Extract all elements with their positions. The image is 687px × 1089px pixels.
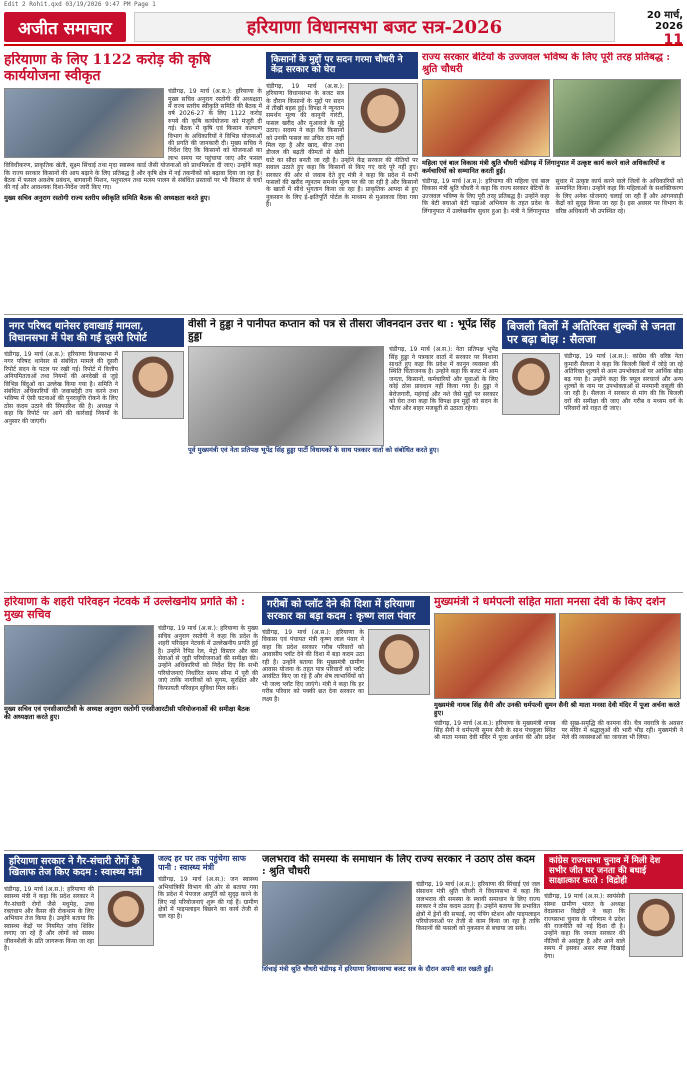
article-mansa-devi (434, 596, 683, 846)
article-headline: बिजली बिलों में अतिरिक्त शुल्कों से जनता पर बढ़ा बोझ : सैलजा (502, 318, 683, 349)
article-body: चंडीगढ़, 19 मार्च (अ.स.): हरियाणा के मुख्य सचिव अनुराग रस्तोगी की अध्यक्षता में राज्य स्तरीय स्वीकृति समिति की बैठक में वर्ष 2026-27 के लिए 1122 करोड़ रुपये की कृषि कार्ययोजना को मंजूरी दी गई। बैठक में कृषि एवं किसान कल्याण विभाग के अधिकारियों ने विभिन्न योजनाओं की प्रगति की जानकारी दी। मुख्य सचिव ने निर्देश दिए कि किसानों को योजनाओं का लाभ समय पर पहुंचाया जाए और फसल विविधीकरण, प्राकृतिक खेती, सूक्ष्म सिंचाई तथा मृदा स्वास्थ्य कार्ड जैसी योजनाओं को प्राथमिकता दी जाए। उन्होंने कहा कि राज्य सरकार किसानों की आय बढ़ाने के लिए प्रतिबद्ध है और कृषि क्षेत्र में नई तकनीकों को बढ़ावा दिया जा रहा है। बैठक में फसल अवशेष प्रबंधन, बागवानी मिशन, पशुपालन तथा मत्स्य पालन से संबंधित प्रस्तावों पर भी विस्तार से चर्चा की गई और आवश्यक दिशा-निर्देश जारी किए गए। (4, 88, 262, 192)
article-headline: वीसी ने हुड्डा ने पानीपत कप्तान को पत्र से तीसरा जीवनदान उत्तर था : भूपेंद्र सिंह हुड्डा (188, 318, 496, 343)
article-hooda-press (188, 318, 498, 588)
article-headline: राज्य सरकार बेटियों के उज्जवल भविष्य के लिए पूरी तरह प्रतिबद्ध : श्रुति चौधरी (422, 52, 671, 75)
print-slug: Edit 2 Rohit.qxd 03/19/2026 9:47 PM Page 1 (4, 1, 156, 8)
article-headline: मुख्यमंत्री ने धर्मपत्नी सहित माता मनसा देवी के किए दर्शन (434, 596, 666, 608)
article-shahri-parivahan (4, 596, 258, 846)
article-saaf-pani (158, 854, 258, 1086)
divider (4, 850, 683, 851)
article-body: चंडीगढ़, 19 मार्च (अ.स.): स्वयंसेवी संस्था ग्रामीण भारत के अध्यक्ष वेदप्रकाश विद्रोही ने कहा कि राज्यसभा चुनाव के परिणाम ने प्रदेश की राजनीति को नई दिशा दी है। उन्होंने कहा कि जनता सरकार की नीतियों से असंतुष्ट है और आने वाले समय में इसका असर स्पष्ट दिखाई देगा। (544, 893, 625, 960)
article-headline: गरीबों को प्लॉट देने की दिशा में हरियाणा सरकार का बड़ा कदम : कृष्ण लाल पंवार (262, 596, 430, 625)
minister-photo (98, 886, 154, 946)
section-banner: हरियाणा विधानसभा बजट सत्र-2026 (134, 12, 615, 42)
article-body: चंडीगढ़, 19 मार्च (अ.स.): कांग्रेस की वरिष्ठ नेता कुमारी सैलजा ने कहा कि बिजली बिलों में जोड़े जा रहे अतिरिक्त शुल्कों से आम उपभोक्ताओं पर आर्थिक बोझ बढ़ गया है। उन्होंने कहा कि फ्यूल सरचार्ज और अन्य शुल्कों के नाम पर उपभोक्ताओं से मनमानी वसूली की जा रही है। सैलजा ने सरकार से मांग की कि बिजली दरों की समीक्षा की जाए और गरीब व मध्यम वर्ग के परिवारों को राहत दी जाए। (564, 353, 683, 413)
article-kisan-mudde (266, 52, 418, 312)
article-headline: किसानों के मुद्दों पर सदन गरमा चौधरी ने केंद्र सरकार को घेरा (266, 52, 418, 79)
article-body: चंडीगढ़, 19 मार्च (अ.स.): नेता प्रतिपक्ष भूपेंद्र सिंह हुड्डा ने पत्रकार वार्ता में सरकार पर निशाना साधते हुए कहा कि प्रदेश में कानून व्यवस्था की स्थिति चिंताजनक है। उन्होंने कहा कि बजट में आम जनता, किसानों, कर्मचारियों और युवाओं के लिए कोई ठोस प्रावधान नहीं किया गया है। हुड्डा ने बेरोजगारी, महंगाई और नशे जैसे मुद्दों पर सरकार को घेरा तथा कहा कि विपक्ष इन मुद्दों को सदन के भीतर और बाहर मजबूती से उठाता रहेगा। (389, 346, 498, 413)
article-body: चंडीगढ़, 19 मार्च (अ.स.): हरियाणा के मुख्यमंत्री नायब सिंह सैनी ने धर्मपत्नी सुमन सैनी के साथ पंचकूला स्थित श्री माता मनसा देवी मंदिर में पूजा अर्चना की और प्रदेश की सुख-समृद्धि की कामना की। चैत्र नवरात्रि के अवसर पर मंदिर में श्रद्धालुओं की भारी भीड़ रही। मुख्यमंत्री ने मेले की व्यवस्थाओं का जायजा भी लिया। (434, 719, 683, 742)
article-bijli-bill (502, 318, 683, 588)
award-photo-left (422, 79, 550, 157)
speaker-photo (502, 353, 560, 415)
article-headline: जलभराव की समस्या के समाधान के लिए राज्य सरकार ने उठाए ठोस कदम : श्रुति चौधरी (262, 854, 535, 877)
photo-caption: मुख्य सचिव एवं एनसीआरटीसी के अध्यक्ष अनुराग रस्तोगी एनसीआरटीसी परियोजनाओं की समीक्षा बैठक की अध्यक्षता करते हुए। (4, 705, 250, 722)
article-headline: हरियाणा के लिए 1122 करोड़ की कृषि कार्ययोजना स्वीकृत (4, 52, 211, 85)
article-thanesar-report (4, 318, 184, 588)
review-meeting-photo (4, 625, 154, 705)
assembly-photo (262, 881, 412, 965)
article-headline: कांग्रेस राज्यसभा चुनाव में मिली देश सभीर जीत पर जनता की बधाई साक्षात्कार करते : विद्रोही (544, 854, 683, 889)
issue-date: 20 मार्च, 2026 (646, 9, 683, 32)
photo-caption: मुख्यमंत्री नायब सिंह सैनी और उनकी धर्मपत्नी सुमन सैनी श्री माता मनसा देवी मंदिर में पूजा अर्चना करते हुए। (434, 700, 680, 717)
article-headline: नगर परिषद थानेसर हवाखाई मामला, विधानसभा में पेश की गई दूसरी रिपोर्ट (4, 318, 184, 347)
article-krishi-yojana (4, 52, 262, 312)
newspaper-logo: अजीत समाचार (4, 12, 126, 42)
article-body: चंडीगढ़, 19 मार्च (अ.स.): हरियाणा की सिंचाई एवं जल संसाधन मंत्री श्रुति चौधरी ने विधानसभा में कहा कि जलभराव की समस्या के स्थायी समाधान के लिए राज्य सरकार ने ठोस कदम उठाए हैं। उन्होंने बताया कि प्रभावित क्षेत्रों में ड्रेनों की सफाई, नए पंपिंग स्टेशन और पाइपलाइन परियोजनाओं पर तेजी से काम किया जा रहा है ताकि किसानों की फसलों को नुकसान से बचाया जा सके। (416, 881, 540, 933)
temple-photo-left (434, 613, 556, 699)
article-headline: जल्द हर घर तक पहुंचेगा साफ पानी : स्वास्थ्य मंत्री (158, 854, 246, 873)
article-body: चंडीगढ़, 19 मार्च (अ.स.): जन स्वास्थ्य अभियांत्रिकी विभाग की ओर से बताया गया कि प्रदेश में पेयजल आपूर्ति को सुदृढ़ करने के लिए नई परियोजनाएं शुरू की गई हैं। ग्रामीण क्षेत्रों में पाइपलाइन बिछाने का कार्य तेजी से चल रहा है। (158, 876, 258, 921)
article-body: चंडीगढ़, 19 मार्च (अ.स.): हरियाणा के मुख्य सचिव अनुराग रस्तोगी ने कहा कि प्रदेश के शहरी परिवहन नेटवर्क में उल्लेखनीय प्रगति हुई है। उन्होंने रैपिड रेल, मेट्रो विस्तार और बस सेवाओं से जुड़ी परियोजनाओं की समीक्षा की। उन्होंने अधिकारियों को निर्देश दिए कि सभी परियोजनाएं निर्धारित समय सीमा में पूरी की जाएं ताकि नागरिकों को सुगम, सुरक्षित और किफायती परिवहन सुविधा मिल सके। (158, 625, 258, 692)
divider (4, 592, 683, 593)
meeting-photo (4, 88, 164, 158)
award-photo-right (553, 79, 681, 157)
speaker-photo (348, 83, 418, 155)
article-vidrohi (544, 854, 683, 1086)
minister-photo (368, 629, 430, 695)
temple-photo-right (559, 613, 681, 699)
article-plot-garibon (262, 596, 430, 846)
article-body: चंडीगढ़, 19 मार्च (अ.स.): हरियाणा के विकास एवं पंचायत मंत्री कृष्ण लाल पंवार ने कहा कि प्रदेश सरकार गरीब परिवारों को आवासीय प्लॉट देने की दिशा में बड़ा कदम उठा रही है। उन्होंने बताया कि मुख्यमंत्री ग्रामीण आवास योजना के तहत पात्र परिवारों को प्लॉट आवंटित किए जा रहे हैं और शेष लाभार्थियों को भी जल्द प्लॉट दिए जाएंगे। मंत्री ने कहा कि हर गरीब परिवार को पक्की छत देना सरकार का लक्ष्य है। (262, 629, 364, 703)
article-body: चंडीगढ़, 19 मार्च (अ.स.): हरियाणा की महिला एवं बाल विकास मंत्री श्रुति चौधरी ने कहा कि राज्य सरकार बेटियों के उज्जवल भविष्य के लिए पूरी तरह प्रतिबद्ध है। उन्होंने कहा कि बेटी बचाओ बेटी पढ़ाओ अभियान के तहत प्रदेश के लिंगानुपात में उल्लेखनीय सुधार हुआ है। मंत्री ने लिंगानुपात सुधार में उत्कृष्ट कार्य करने वाले जिलों के अधिकारियों को सम्मानित किया। उन्होंने कहा कि महिलाओं के सशक्तिकरण के लिए अनेक योजनाएं चलाई जा रही हैं और आंगनवाड़ी केंद्रों को सुदृढ़ किया जा रहा है। इस अवसर पर विभाग के वरिष्ठ अधिकारी भी उपस्थित रहे। (422, 178, 683, 215)
masthead (4, 10, 683, 46)
speaker-photo (122, 351, 184, 419)
article-gair-sanchari (4, 854, 154, 1086)
date-box (621, 7, 683, 48)
photo-caption: महिला एवं बाल विकास मंत्री श्रुति चौधरी चंडीगढ़ में लिंगानुपात में उत्कृष्ट कार्य करने वाले अधिकारियों व कर्मचारियों को सम्मानित करती हुईं। (422, 159, 665, 175)
article-headline: हरियाणा सरकार ने गैर-संचारी रोगों के खिलाफ तेज किए कदम : स्वास्थ्य मंत्री (4, 854, 154, 882)
article-betiyon-bhavishya (422, 52, 683, 312)
photo-caption: मुख्य सचिव अनुराग रस्तोगी राज्य स्तरीय स्वीकृति समिति बैठक की अध्यक्षता करते हुए। (4, 193, 210, 202)
photo-caption: पूर्व मुख्यमंत्री एवं नेता प्रतिपक्ष भूपेंद्र सिंह हुड्डा पार्टी विधायकों के साथ पत्रकार वार्ता को संबोधित करते हुए। (188, 446, 439, 455)
photo-caption: सिंचाई मंत्री श्रुति चौधरी चंडीगढ़ में हरियाणा विधानसभा बजट सत्र के दौरान अपनी बात रखती हुईं। (262, 965, 494, 973)
page-number: 11 (663, 31, 683, 48)
article-headline: हरियाणा के शहरी परिवहन नेटवर्क में उल्लेखनीय प्रगति की : मुख्य सचिव (4, 596, 245, 621)
article-jalbharav (262, 854, 540, 1086)
speaker-photo (629, 893, 683, 957)
press-conference-photo (188, 346, 384, 446)
article-body: चंडीगढ़, 19 मार्च (अ.स.): हरियाणा की स्वास्थ्य मंत्री ने कहा कि प्रदेश सरकार ने गैर-संचारी रोगों जैसे मधुमेह, उच्च रक्तचाप और कैंसर की रोकथाम के लिए अभियान तेज किया है। उन्होंने बताया कि स्वास्थ्य केंद्रों पर नियमित जांच शिविर लगाए जा रहे हैं और लोगों को स्वस्थ जीवनशैली के प्रति जागरूक किया जा रहा है। (4, 885, 94, 953)
article-body: चंडीगढ़, 19 मार्च (अ.स.): हरियाणा विधानसभा में नगर परिषद थानेसर से संबंधित मामले की दूसरी रिपोर्ट सदन के पटल पर रखी गई। रिपोर्ट में वित्तीय अनियमितताओं तथा नियमों की अनदेखी से जुड़े विभिन्न बिंदुओं का उल्लेख किया गया है। समिति ने संबंधित अधिकारियों की जवाबदेही तय करने तथा भविष्य में ऐसी घटनाओं की पुनरावृत्ति रोकने के लिए ठोस कदम उठाने की सिफारिश की है। अध्यक्ष ने कहा कि रिपोर्ट पर आगे की कार्रवाई नियमों के अनुसार की जाएगी। (4, 351, 118, 425)
divider (4, 314, 683, 315)
article-body: चंडीगढ़, 19 मार्च (अ.स.): हरियाणा विधानसभा के बजट सत्र के दौरान किसानों के मुद्दों पर सदन में तीखी बहस हुई। विपक्ष ने न्यूनतम समर्थन मूल्य की कानूनी गारंटी, फसल खरीद और मुआवजे के मुद्दे उठाए। सदस्य ने कहा कि किसानों को उनकी फसल का उचित दाम नहीं मिल रहा है और खाद, बीज तथा डीजल की बढ़ती कीमतों से खेती घाटे का सौदा बनती जा रही है। उन्होंने केंद्र सरकार की नीतियों पर सवाल उठाते हुए कहा कि किसानों से किए गए वादे पूरे नहीं हुए। सरकार की ओर से जवाब देते हुए मंत्री ने कहा कि प्रदेश में सभी फसलों की खरीद न्यूनतम समर्थन मूल्य पर की जा रही है और किसानों के खातों में सीधे भुगतान किया जा रहा है। प्राकृतिक आपदा से हुए नुकसान के लिए ई-क्षतिपूर्ति पोर्टल के माध्यम से मुआवजा दिया गया है। (266, 82, 418, 209)
